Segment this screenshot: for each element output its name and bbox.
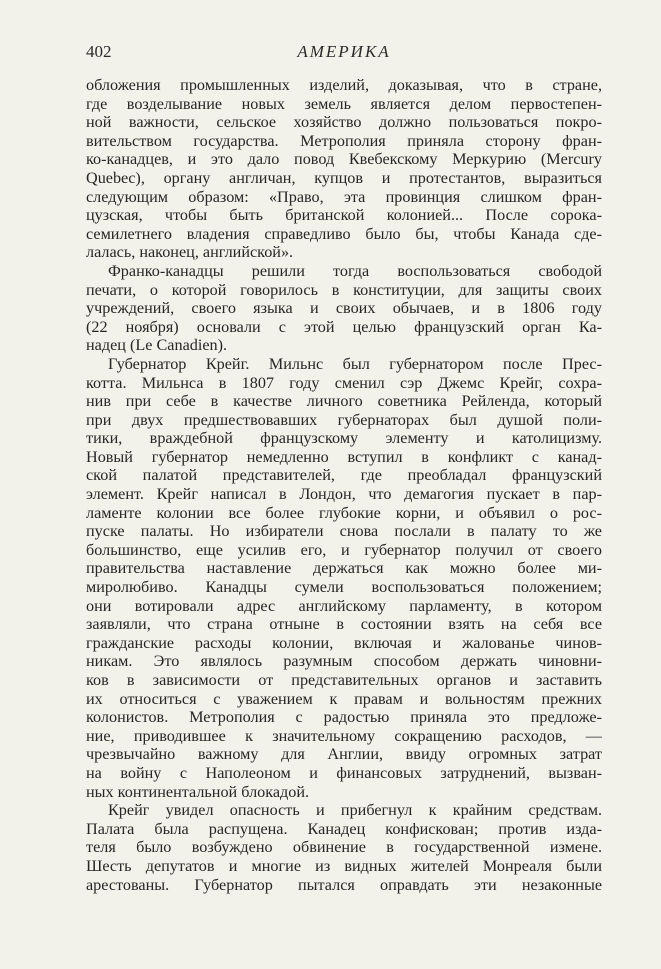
running-title: АМЕРИКА [297,42,391,61]
text-line: (22 ноября) основали с этой целью французский орган Ка- [86,317,602,336]
text-line: учреждений, своего языка и своих обычаев, и в 1806 году [86,299,602,318]
text-line: на войну с Наполеоном и финансовых затруднений, вызван- [86,763,602,782]
text-line: лалась, наконец, английской». [86,243,294,262]
page-header [86,42,602,66]
text-line: Палата была распущена. Канадец конфискован; против изда- [86,819,602,838]
text-line: заявляли, что страна отныне в состоянии взять на себя все [86,615,602,634]
text-line: нив при себе в качестве личного советника Рейленда, который [86,392,602,411]
body-text [86,76,602,894]
text-line: колонистов. Метрополия с радостью приняла это предложе- [86,708,602,727]
paragraph [86,76,602,262]
text-line: вительством государства. Метрополия приняла сторону фран- [86,131,602,150]
text-line: Новый губернатор немедленно вступил в конфликт с канад- [86,447,602,466]
text-line: надец (Le Canadien). [86,336,228,355]
text-line: тики, враждебной французскому элементу и католицизму. [86,429,602,448]
text-line: Quebec), органу англичан, купцов и протестантов, выразиться [86,168,602,187]
text-line: чрезвычайно важному для Англии, ввиду огромных затрат [86,745,602,764]
text-line: ние, приводившее к значительному сокращению расходов, — [86,726,602,745]
text-line: печати, о которой говорилось в конституции, для защиты своих [86,280,602,299]
paragraph [86,355,602,801]
text-line: ской палатой представителей, где преобладал французский [86,466,602,485]
text-line: миролюбиво. Канадцы сумели воспользоваться положением; [86,578,602,597]
text-line: их относиться с уважением к правам и вольностям прежних [86,689,602,708]
text-line: при двух предшествовавших губернаторах был душой поли- [86,410,602,429]
text-line: Крейг увидел опасность и прибегнул к крайним средствам. [108,801,602,820]
text-line: ной важности, сельское хозяйство должно пользоваться покро- [86,113,602,132]
text-line: Шесть депутатов и многие из видных жителей Монреаля были [86,856,602,875]
text-line: никам. Это являлось разумным способом держать чиновни- [86,652,602,671]
text-line: большинство, еще усилив его, и губернатор получил от своего [86,540,602,559]
text-line: правительства наставление держаться как можно более ми- [86,559,602,578]
text-line: пуске палаты. Но избиратели снова послали в палату то же [86,522,602,541]
paragraph [86,801,602,894]
text-line: следующим образом: «Право, эта провинция слишком фран- [86,187,602,206]
text-line: ков в зависимости от представительных органов и заставить [86,671,602,689]
text-line: они вотировали адрес английскому парламенту, в котором [86,596,602,615]
text-line: Губернатор Крейг. Мильнс был губернатором после Прес- [108,354,602,373]
text-line: ламенте колонии все более глубокие корни, и объявил о рос- [86,503,602,522]
text-line: ко-канадцев, и это дало повод Квебекскому Меркурию (Mercury [86,150,602,169]
text-line: где возделывание новых земель является делом первостепен- [86,94,602,113]
text-line: обложения промышленных изделий, доказывая, что в стране, [86,76,602,94]
page-number: 402 [86,42,112,61]
text-line: ных континентальной блокадой. [86,782,310,801]
text-line: арестованы. Губернатор пытался оправдать эти незаконные [86,875,602,894]
text-line: Франко-канадцы решили тогда воспользоваться свободой [108,261,602,280]
text-line: элемент. Крейг написал в Лондон, что демагогия пускает в пар- [86,485,602,504]
text-line: цузская, чтобы быть британской колонией... После сорока- [86,206,602,225]
text-line: гражданские расходы колонии, включая и жалованье чинов- [86,633,602,652]
text-line: теля было возбуждено обвинение в государственной измене. [86,838,602,857]
paragraph [86,262,602,355]
text-line: семилетнего владения справедливо было бы, чтобы Канада сде- [86,224,602,243]
text-line: котта. Мильнса в 1807 году сменил сэр Джемс Крейг, сохра- [86,373,602,392]
